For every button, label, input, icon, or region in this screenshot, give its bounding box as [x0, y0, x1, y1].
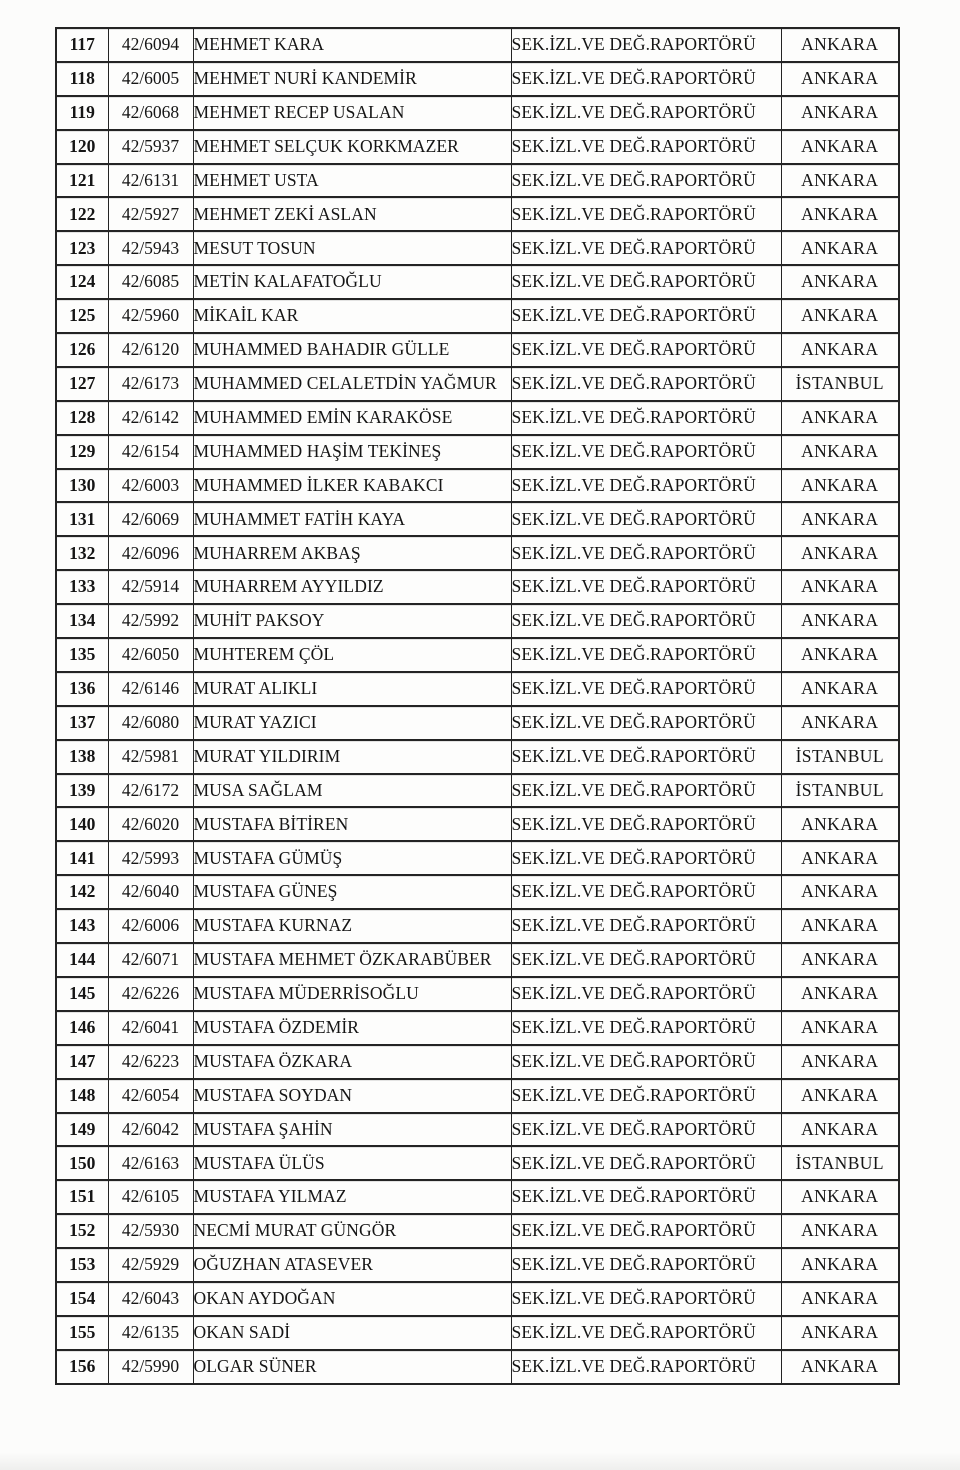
table-row	[56, 231, 899, 265]
cell-registry-no: 42/6094	[108, 28, 193, 62]
cell-title: SEK.İZL.VE DEĞ.RAPORTÖRÜ	[511, 96, 781, 130]
cell-row-number: 147	[56, 1045, 108, 1079]
cell-city: İSTANBUL	[781, 774, 899, 808]
cell-title: SEK.İZL.VE DEĞ.RAPORTÖRÜ	[511, 231, 781, 265]
cell-full-name: MEHMET RECEP USALAN	[193, 96, 511, 130]
cell-row-number: 150	[56, 1146, 108, 1180]
cell-title: SEK.İZL.VE DEĞ.RAPORTÖRÜ	[511, 130, 781, 164]
cell-title: SEK.İZL.VE DEĞ.RAPORTÖRÜ	[511, 1282, 781, 1316]
cell-full-name: MUHTEREM ÇÖL	[193, 638, 511, 672]
cell-title: SEK.İZL.VE DEĞ.RAPORTÖRÜ	[511, 1316, 781, 1350]
cell-city: ANKARA	[781, 807, 899, 841]
table-row	[56, 570, 899, 604]
cell-registry-no: 42/5993	[108, 841, 193, 875]
cell-full-name: MUHİT PAKSOY	[193, 604, 511, 638]
cell-registry-no: 42/6040	[108, 875, 193, 909]
cell-registry-no: 42/6050	[108, 638, 193, 672]
cell-row-number: 146	[56, 1011, 108, 1045]
cell-title: SEK.İZL.VE DEĞ.RAPORTÖRÜ	[511, 333, 781, 367]
table-row	[56, 943, 899, 977]
cell-registry-no: 42/6005	[108, 62, 193, 96]
cell-city: ANKARA	[781, 1316, 899, 1350]
cell-title: SEK.İZL.VE DEĞ.RAPORTÖRÜ	[511, 841, 781, 875]
cell-row-number: 124	[56, 265, 108, 299]
cell-full-name: MUSTAFA MÜDERRİSOĞLU	[193, 977, 511, 1011]
cell-city: ANKARA	[781, 1011, 899, 1045]
cell-full-name: MUSTAFA ÜLÜS	[193, 1146, 511, 1180]
cell-city: ANKARA	[781, 536, 899, 570]
cell-city: ANKARA	[781, 604, 899, 638]
cell-title: SEK.İZL.VE DEĞ.RAPORTÖRÜ	[511, 401, 781, 435]
cell-title: SEK.İZL.VE DEĞ.RAPORTÖRÜ	[511, 672, 781, 706]
table-row	[56, 502, 899, 536]
cell-registry-no: 42/6142	[108, 401, 193, 435]
cell-full-name: MUSA SAĞLAM	[193, 774, 511, 808]
table-row	[56, 265, 899, 299]
cell-registry-no: 42/5937	[108, 130, 193, 164]
table-row	[56, 62, 899, 96]
cell-row-number: 139	[56, 774, 108, 808]
cell-row-number: 138	[56, 740, 108, 774]
cell-city: ANKARA	[781, 1282, 899, 1316]
cell-row-number: 134	[56, 604, 108, 638]
cell-row-number: 119	[56, 96, 108, 130]
table-row	[56, 841, 899, 875]
cell-title: SEK.İZL.VE DEĞ.RAPORTÖRÜ	[511, 1045, 781, 1079]
cell-full-name: MUSTAFA SOYDAN	[193, 1079, 511, 1113]
table-row	[56, 197, 899, 231]
table-row	[56, 1316, 899, 1350]
cell-row-number: 141	[56, 841, 108, 875]
cell-full-name: OKAN AYDOĞAN	[193, 1282, 511, 1316]
cell-full-name: MURAT ALIKLI	[193, 672, 511, 706]
cell-city: ANKARA	[781, 231, 899, 265]
cell-city: ANKARA	[781, 164, 899, 198]
cell-full-name: MUHAMMED BAHADIR GÜLLE	[193, 333, 511, 367]
cell-city: ANKARA	[781, 1214, 899, 1248]
table-row	[56, 401, 899, 435]
cell-row-number: 156	[56, 1350, 108, 1384]
cell-registry-no: 42/6096	[108, 536, 193, 570]
cell-title: SEK.İZL.VE DEĞ.RAPORTÖRÜ	[511, 265, 781, 299]
cell-row-number: 143	[56, 909, 108, 943]
cell-full-name: MURAT YILDIRIM	[193, 740, 511, 774]
cell-registry-no: 42/6069	[108, 502, 193, 536]
table-row	[56, 1045, 899, 1079]
cell-city: İSTANBUL	[781, 1146, 899, 1180]
cell-city: ANKARA	[781, 672, 899, 706]
cell-title: SEK.İZL.VE DEĞ.RAPORTÖRÜ	[511, 1079, 781, 1113]
table-row	[56, 1146, 899, 1180]
cell-full-name: MEHMET SELÇUK KORKMAZER	[193, 130, 511, 164]
cell-city: ANKARA	[781, 299, 899, 333]
table-row	[56, 909, 899, 943]
cell-title: SEK.İZL.VE DEĞ.RAPORTÖRÜ	[511, 774, 781, 808]
cell-full-name: MUHARREM AKBAŞ	[193, 536, 511, 570]
table-row	[56, 96, 899, 130]
cell-registry-no: 42/6085	[108, 265, 193, 299]
cell-full-name: MUHAMMED CELALETDİN YAĞMUR	[193, 367, 511, 401]
cell-full-name: MUSTAFA BİTİREN	[193, 807, 511, 841]
cell-city: İSTANBUL	[781, 740, 899, 774]
cell-title: SEK.İZL.VE DEĞ.RAPORTÖRÜ	[511, 536, 781, 570]
table-row	[56, 706, 899, 740]
cell-full-name: MUHARREM AYYILDIZ	[193, 570, 511, 604]
table-row	[56, 469, 899, 503]
cell-title: SEK.İZL.VE DEĞ.RAPORTÖRÜ	[511, 875, 781, 909]
table-row	[56, 638, 899, 672]
cell-row-number: 140	[56, 807, 108, 841]
cell-registry-no: 42/6043	[108, 1282, 193, 1316]
cell-title: SEK.İZL.VE DEĞ.RAPORTÖRÜ	[511, 807, 781, 841]
cell-registry-no: 42/6163	[108, 1146, 193, 1180]
cell-city: ANKARA	[781, 706, 899, 740]
cell-city: ANKARA	[781, 1079, 899, 1113]
cell-city: ANKARA	[781, 28, 899, 62]
cell-title: SEK.İZL.VE DEĞ.RAPORTÖRÜ	[511, 740, 781, 774]
cell-city: ANKARA	[781, 909, 899, 943]
cell-full-name: MURAT YAZICI	[193, 706, 511, 740]
cell-title: SEK.İZL.VE DEĞ.RAPORTÖRÜ	[511, 977, 781, 1011]
table-row	[56, 604, 899, 638]
cell-registry-no: 42/6006	[108, 909, 193, 943]
cell-full-name: MUHAMMET FATİH KAYA	[193, 502, 511, 536]
cell-title: SEK.İZL.VE DEĞ.RAPORTÖRÜ	[511, 1180, 781, 1214]
cell-registry-no: 42/6131	[108, 164, 193, 198]
cell-registry-no: 42/6173	[108, 367, 193, 401]
cell-full-name: MESUT TOSUN	[193, 231, 511, 265]
cell-registry-no: 42/6105	[108, 1180, 193, 1214]
cell-city: ANKARA	[781, 638, 899, 672]
cell-registry-no: 42/5929	[108, 1248, 193, 1282]
personnel-roster-table	[55, 27, 900, 1385]
cell-city: ANKARA	[781, 96, 899, 130]
cell-title: SEK.İZL.VE DEĞ.RAPORTÖRÜ	[511, 62, 781, 96]
cell-title: SEK.İZL.VE DEĞ.RAPORTÖRÜ	[511, 28, 781, 62]
cell-title: SEK.İZL.VE DEĞ.RAPORTÖRÜ	[511, 1146, 781, 1180]
cell-registry-no: 42/5981	[108, 740, 193, 774]
cell-city: ANKARA	[781, 875, 899, 909]
cell-registry-no: 42/6080	[108, 706, 193, 740]
cell-full-name: MEHMET ZEKİ ASLAN	[193, 197, 511, 231]
cell-registry-no: 42/5927	[108, 197, 193, 231]
table-body	[56, 28, 899, 1384]
cell-registry-no: 42/5960	[108, 299, 193, 333]
cell-city: ANKARA	[781, 1113, 899, 1147]
cell-row-number: 154	[56, 1282, 108, 1316]
cell-registry-no: 42/6068	[108, 96, 193, 130]
cell-full-name: MUHAMMED EMİN KARAKÖSE	[193, 401, 511, 435]
cell-title: SEK.İZL.VE DEĞ.RAPORTÖRÜ	[511, 469, 781, 503]
table-row	[56, 1011, 899, 1045]
table-row	[56, 875, 899, 909]
cell-row-number: 123	[56, 231, 108, 265]
cell-row-number: 130	[56, 469, 108, 503]
table-row	[56, 299, 899, 333]
table-row	[56, 1248, 899, 1282]
cell-row-number: 117	[56, 28, 108, 62]
cell-city: ANKARA	[781, 265, 899, 299]
cell-row-number: 137	[56, 706, 108, 740]
cell-full-name: OLGAR SÜNER	[193, 1350, 511, 1384]
cell-full-name: MEHMET NURİ KANDEMİR	[193, 62, 511, 96]
cell-title: SEK.İZL.VE DEĞ.RAPORTÖRÜ	[511, 706, 781, 740]
cell-registry-no: 42/5914	[108, 570, 193, 604]
table-row	[56, 1113, 899, 1147]
cell-title: SEK.İZL.VE DEĞ.RAPORTÖRÜ	[511, 943, 781, 977]
cell-title: SEK.İZL.VE DEĞ.RAPORTÖRÜ	[511, 1214, 781, 1248]
cell-row-number: 142	[56, 875, 108, 909]
cell-title: SEK.İZL.VE DEĞ.RAPORTÖRÜ	[511, 435, 781, 469]
cell-row-number: 149	[56, 1113, 108, 1147]
cell-title: SEK.İZL.VE DEĞ.RAPORTÖRÜ	[511, 638, 781, 672]
table-row	[56, 1282, 899, 1316]
cell-full-name: MUSTAFA MEHMET ÖZKARABÜBER	[193, 943, 511, 977]
cell-city: ANKARA	[781, 333, 899, 367]
cell-row-number: 121	[56, 164, 108, 198]
cell-row-number: 144	[56, 943, 108, 977]
cell-full-name: MUSTAFA GÜMÜŞ	[193, 841, 511, 875]
cell-row-number: 148	[56, 1079, 108, 1113]
cell-city: ANKARA	[781, 943, 899, 977]
cell-city: İSTANBUL	[781, 367, 899, 401]
cell-title: SEK.İZL.VE DEĞ.RAPORTÖRÜ	[511, 1248, 781, 1282]
cell-row-number: 128	[56, 401, 108, 435]
table-row	[56, 130, 899, 164]
table-row	[56, 435, 899, 469]
cell-row-number: 136	[56, 672, 108, 706]
cell-row-number: 120	[56, 130, 108, 164]
cell-city: ANKARA	[781, 570, 899, 604]
cell-city: ANKARA	[781, 197, 899, 231]
cell-row-number: 131	[56, 502, 108, 536]
table-row	[56, 536, 899, 570]
cell-title: SEK.İZL.VE DEĞ.RAPORTÖRÜ	[511, 1350, 781, 1384]
cell-title: SEK.İZL.VE DEĞ.RAPORTÖRÜ	[511, 502, 781, 536]
cell-city: ANKARA	[781, 977, 899, 1011]
cell-city: ANKARA	[781, 469, 899, 503]
cell-registry-no: 42/6154	[108, 435, 193, 469]
cell-full-name: MEHMET KARA	[193, 28, 511, 62]
cell-full-name: MUSTAFA YILMAZ	[193, 1180, 511, 1214]
cell-row-number: 126	[56, 333, 108, 367]
cell-title: SEK.İZL.VE DEĞ.RAPORTÖRÜ	[511, 197, 781, 231]
table-row	[56, 333, 899, 367]
table-row	[56, 672, 899, 706]
cell-row-number: 133	[56, 570, 108, 604]
table-row	[56, 807, 899, 841]
cell-row-number: 151	[56, 1180, 108, 1214]
cell-row-number: 122	[56, 197, 108, 231]
cell-registry-no: 42/6135	[108, 1316, 193, 1350]
cell-title: SEK.İZL.VE DEĞ.RAPORTÖRÜ	[511, 570, 781, 604]
cell-full-name: NECMİ MURAT GÜNGÖR	[193, 1214, 511, 1248]
cell-row-number: 152	[56, 1214, 108, 1248]
cell-registry-no: 42/6042	[108, 1113, 193, 1147]
cell-row-number: 135	[56, 638, 108, 672]
cell-full-name: MUSTAFA KURNAZ	[193, 909, 511, 943]
cell-registry-no: 42/6054	[108, 1079, 193, 1113]
cell-full-name: OKAN SADİ	[193, 1316, 511, 1350]
table-row	[56, 28, 899, 62]
cell-row-number: 153	[56, 1248, 108, 1282]
cell-city: ANKARA	[781, 1045, 899, 1079]
cell-full-name: METİN KALAFATOĞLU	[193, 265, 511, 299]
cell-city: ANKARA	[781, 1248, 899, 1282]
table-row	[56, 367, 899, 401]
cell-registry-no: 42/6071	[108, 943, 193, 977]
cell-full-name: MUHAMMED HAŞİM TEKİNEŞ	[193, 435, 511, 469]
cell-city: ANKARA	[781, 435, 899, 469]
cell-title: SEK.İZL.VE DEĞ.RAPORTÖRÜ	[511, 909, 781, 943]
cell-title: SEK.İZL.VE DEĞ.RAPORTÖRÜ	[511, 164, 781, 198]
table-row	[56, 164, 899, 198]
cell-registry-no: 42/5943	[108, 231, 193, 265]
cell-city: ANKARA	[781, 62, 899, 96]
cell-title: SEK.İZL.VE DEĞ.RAPORTÖRÜ	[511, 367, 781, 401]
table-row	[56, 977, 899, 1011]
cell-title: SEK.İZL.VE DEĞ.RAPORTÖRÜ	[511, 1011, 781, 1045]
cell-city: ANKARA	[781, 1180, 899, 1214]
cell-registry-no: 42/5992	[108, 604, 193, 638]
cell-row-number: 145	[56, 977, 108, 1011]
cell-registry-no: 42/6120	[108, 333, 193, 367]
cell-full-name: OĞUZHAN ATASEVER	[193, 1248, 511, 1282]
table-row	[56, 1180, 899, 1214]
cell-city: ANKARA	[781, 401, 899, 435]
table-row	[56, 1079, 899, 1113]
cell-full-name: MUSTAFA ŞAHİN	[193, 1113, 511, 1147]
table-row	[56, 774, 899, 808]
cell-registry-no: 42/6172	[108, 774, 193, 808]
cell-full-name: MİKAİL KAR	[193, 299, 511, 333]
cell-row-number: 132	[56, 536, 108, 570]
cell-full-name: MUSTAFA ÖZKARA	[193, 1045, 511, 1079]
cell-row-number: 155	[56, 1316, 108, 1350]
table-row	[56, 740, 899, 774]
cell-row-number: 125	[56, 299, 108, 333]
cell-full-name: MUSTAFA ÖZDEMİR	[193, 1011, 511, 1045]
cell-full-name: MEHMET USTA	[193, 164, 511, 198]
cell-row-number: 129	[56, 435, 108, 469]
cell-full-name: MUSTAFA GÜNEŞ	[193, 875, 511, 909]
cell-registry-no: 42/6146	[108, 672, 193, 706]
cell-registry-no: 42/6003	[108, 469, 193, 503]
cell-city: ANKARA	[781, 1350, 899, 1384]
cell-row-number: 118	[56, 62, 108, 96]
table-row	[56, 1350, 899, 1384]
cell-full-name: MUHAMMED İLKER KABAKCI	[193, 469, 511, 503]
cell-registry-no: 42/6020	[108, 807, 193, 841]
cell-title: SEK.İZL.VE DEĞ.RAPORTÖRÜ	[511, 1113, 781, 1147]
cell-registry-no: 42/5930	[108, 1214, 193, 1248]
cell-registry-no: 42/6226	[108, 977, 193, 1011]
cell-title: SEK.İZL.VE DEĞ.RAPORTÖRÜ	[511, 299, 781, 333]
cell-registry-no: 42/6041	[108, 1011, 193, 1045]
cell-city: ANKARA	[781, 841, 899, 875]
cell-row-number: 127	[56, 367, 108, 401]
cell-registry-no: 42/5990	[108, 1350, 193, 1384]
cell-title: SEK.İZL.VE DEĞ.RAPORTÖRÜ	[511, 604, 781, 638]
table-row	[56, 1214, 899, 1248]
cell-registry-no: 42/6223	[108, 1045, 193, 1079]
cell-city: ANKARA	[781, 502, 899, 536]
cell-city: ANKARA	[781, 130, 899, 164]
